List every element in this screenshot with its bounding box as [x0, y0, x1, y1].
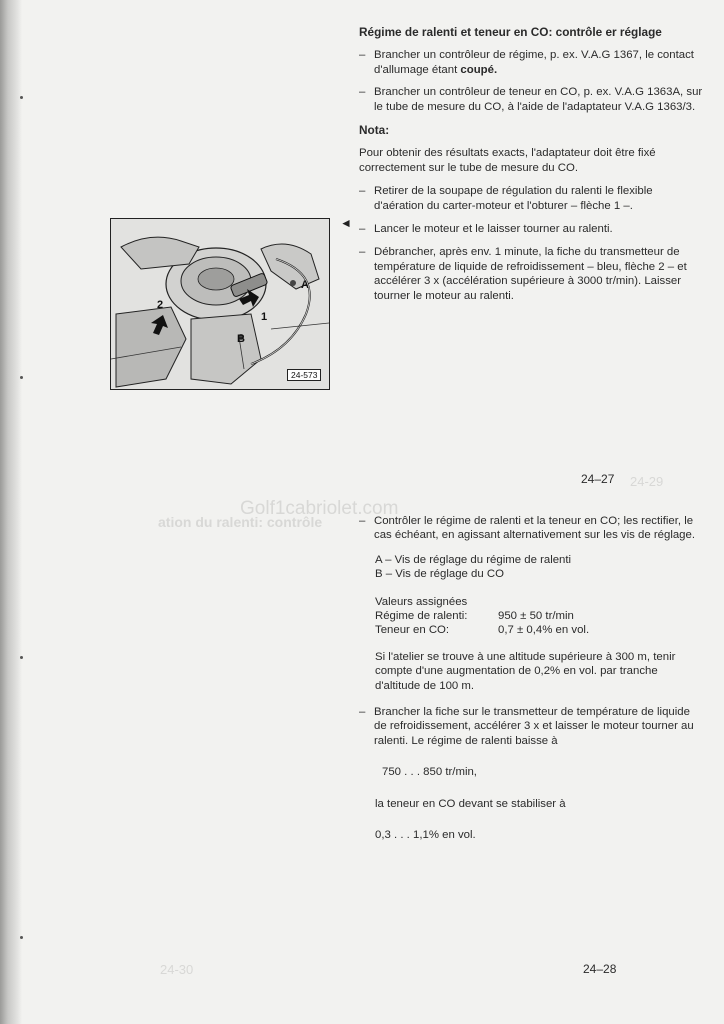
rpm-range: 750 . . . 850 tr/min, — [382, 766, 477, 779]
legend-screw-a: A – Vis de réglage du régime de ralenti — [375, 553, 572, 566]
show-through-heading: ation du ralenti: contrôle — [158, 514, 323, 530]
figure-reference: 24-573 — [287, 369, 321, 381]
instruction-item: – Lancer le moteur et le laisser tourner au ralenti. — [359, 222, 704, 236]
figure-arrow-2-label: 2 — [157, 299, 164, 311]
section-lower — [359, 514, 704, 843]
co-range: 0,3 . . . 1,1% en vol. — [375, 829, 476, 842]
values-title: Valeurs assignées — [375, 595, 468, 608]
instruction-item: – Brancher un contrôleur de teneur en CO, p. ex. V.A.G 1363A, sur le tube de mesure du CO, à l'aide de l'adaptateur V.A.G 1363/3. — [359, 85, 704, 114]
page-number: 24–28 — [583, 962, 617, 976]
figure-label-b: B — [237, 333, 245, 345]
nota-title: Nota: — [359, 123, 390, 138]
section-title: Régime de ralenti et teneur en CO: contrôle er réglage — [359, 25, 662, 39]
nota-text: Pour obtenir des résultats exacts, l'adaptateur doit être fixé correctement sur le tube de mesure du CO. — [359, 147, 656, 174]
instruction-item: – Contrôler le régime de ralenti et la teneur en CO; les rectifier, le cas échéant, en agissant alternativement sur les vis de réglage. — [359, 514, 704, 543]
binding-hole — [20, 376, 23, 379]
binding-hole — [20, 96, 23, 99]
binding-hole — [20, 656, 23, 659]
engine-illustration — [111, 219, 329, 389]
watermark-text: Golf1cabriolet.com — [240, 498, 399, 519]
screw-legend — [359, 553, 704, 693]
page-binding-edge — [0, 0, 22, 1024]
page-number: 24–27 — [581, 472, 615, 486]
engine-figure — [110, 218, 330, 390]
instruction-item: – Débrancher, après env. 1 minute, la fiche du transmetteur de température de liquide de refroidissement – bleu, flèche 2 – et accélérer 3 x (accélération supérieure à 3000 tr/min). Laisser tourner le moteur au ralenti. — [359, 245, 704, 303]
section-upper — [359, 25, 704, 303]
instruction-item: – Brancher un contrôleur de régime, p. ex. V.A.G 1367, le contact d'allumage étant coupé. — [359, 48, 704, 77]
specified-values-table — [375, 609, 704, 638]
show-through-page-ref: 24-29 — [630, 474, 664, 489]
value-idle-speed: 950 ± 50 tr/min — [498, 610, 574, 623]
altitude-note: Si l'atelier se trouve à une altitude supérieure à 300 m, tenir compte d'une augmentation de 0,2% en vol. par tranche d'altitude de 100 m. — [375, 650, 676, 692]
value-label: Régime de ralenti: — [375, 610, 468, 623]
binding-hole — [20, 936, 23, 939]
instruction-item: – Retirer de la soupape de régulation du ralenti le flexible d'aération du carter-moteur et l'obturer – flèche 1 –. — [359, 184, 704, 213]
value-label: Teneur en CO: — [375, 624, 450, 637]
value-co-content: 0,7 ± 0,4% en vol. — [498, 624, 590, 637]
co-stabilize-text: la teneur en CO devant se stabiliser à — [375, 797, 566, 810]
figure-label-a: A — [301, 279, 309, 291]
figure-pointer: ◄ — [340, 216, 352, 230]
figure-arrow-1-label: 1 — [261, 311, 268, 323]
legend-screw-b: B – Vis de réglage du CO — [375, 568, 504, 581]
instruction-item: – Brancher la fiche sur le transmetteur de température de liquide de refroidissement, accélérer 3 x et laisser le moteur tourner au ralenti. Le régime de ralenti baisse à — [359, 705, 704, 748]
show-through-page-ref: 24-30 — [160, 962, 194, 977]
